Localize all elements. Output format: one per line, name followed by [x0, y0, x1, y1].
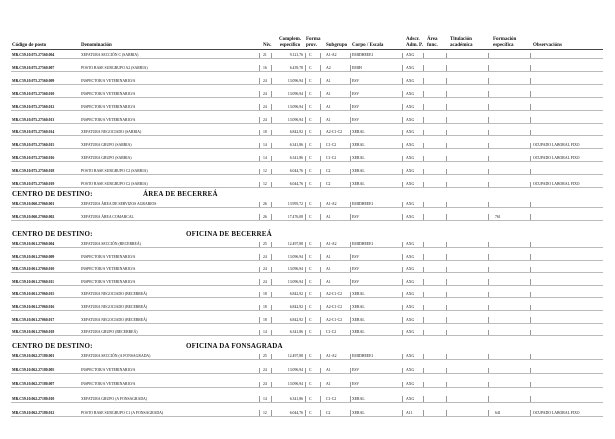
cell-complemento: 13.096,94	[287, 91, 303, 96]
cell-nivel: 14	[263, 143, 267, 148]
cell-complemento: 6.842,92	[289, 292, 303, 297]
cell-complemento: 6.044,76	[289, 169, 303, 174]
cell-denominacion: POSTO BASE SUBGRUPO C2 (SARRIA)	[81, 182, 148, 186]
cell-adscripcion: AXG	[406, 130, 415, 135]
cell-corpo: XERAL	[352, 156, 365, 161]
cell-complemento: 17.476,08	[287, 214, 303, 219]
cell-denominacion: INSPECTOR/A VETERINARIO/A	[81, 279, 136, 284]
cell-forma: C	[309, 91, 312, 96]
header-titulacion: Titulación académica	[450, 37, 473, 48]
cell-adscripcion: AXG	[406, 65, 415, 70]
cell-codigo: MR.C59.10.061.27060.009	[12, 254, 55, 259]
cell-complemento: 13.096,94	[287, 279, 303, 284]
cell-complemento: 13.096,94	[287, 104, 303, 109]
header-observacions: Observacións	[533, 43, 562, 48]
cell-complemento: 13.096,94	[287, 267, 303, 272]
cell-adscripcion: AXG	[406, 242, 415, 246]
cell-nivel: 24	[263, 368, 267, 373]
cell-codigo: MR.C59.10.061.27060.016	[12, 305, 55, 309]
cell-corpo: XERAL	[352, 169, 365, 174]
cell-subgrupo: A1	[326, 382, 331, 387]
table-row	[0, 65, 615, 72]
cell-codigo: MR.C59.10.075.27560.018	[12, 169, 55, 174]
cell-adscripcion: AXG	[406, 182, 415, 186]
table-row	[0, 91, 615, 98]
cell-subgrupo: A1	[326, 104, 331, 109]
cell-codigo: MR.C59.10.062.27180.001	[12, 354, 55, 358]
cell-formacion: 641	[495, 410, 501, 415]
cell-subgrupo: C2	[326, 169, 331, 174]
cell-subgrupo: A1-A2	[326, 242, 337, 246]
cell-complemento: 13.096,94	[287, 382, 303, 387]
table-row	[0, 329, 615, 336]
cell-codigo: MR.C59.10.061.27060.018	[12, 330, 55, 335]
cell-adscripcion: AXG	[406, 214, 415, 219]
cell-complemento: 13.096,94	[287, 78, 303, 83]
cell-denominacion: XEFATURA NEGOCIADO (SARRIA)	[81, 130, 142, 135]
cell-denominacion: XEFATURA SECCIÓN (A FONSAGRADA)	[81, 354, 151, 358]
cell-codigo: MR.C59.10.062.27180.010	[12, 396, 55, 401]
header-area: Área func.	[427, 37, 438, 48]
cell-formacion: 761	[495, 214, 501, 219]
cell-denominacion: XEFATURA ÁREA DE SERVIZOS AGRARIOS	[81, 202, 157, 206]
table-row	[0, 142, 615, 149]
cell-forma: C	[309, 214, 312, 219]
cell-subgrupo: A1	[326, 117, 331, 122]
cell-adscripcion: AXG	[406, 279, 415, 284]
cell-nivel: 12	[263, 169, 267, 174]
cell-nivel: 25	[263, 242, 267, 246]
cell-forma: C	[309, 317, 312, 322]
row-rule	[11, 247, 603, 248]
cell-corpo: ESV	[352, 279, 360, 284]
cell-subgrupo: C1-C2	[326, 330, 337, 335]
cell-forma: C	[309, 182, 312, 186]
table-row	[0, 410, 615, 417]
section-name: OFICINA DA FONSAGRADA	[186, 342, 283, 350]
header-adscr: Adscr. Adm. P.	[406, 37, 423, 48]
cell-forma: C	[309, 354, 312, 358]
cell-subgrupo: A1	[326, 78, 331, 83]
table-row	[0, 353, 615, 360]
cell-complemento: 6.842,92	[289, 305, 303, 309]
cell-nivel: 26	[263, 214, 267, 219]
header-denominacion: Denominación	[81, 43, 112, 48]
cell-denominacion: XEFATURA GRUPO (BECERREÁ)	[81, 330, 138, 335]
cell-denominacion: XEFATURA NEGOCIADO (BECERREÁ)	[81, 305, 148, 309]
cell-complemento: 6.842,92	[289, 317, 303, 322]
section-label: CENTRO DE DESTINO:	[12, 342, 93, 350]
header-rule	[11, 49, 603, 50]
section-name: OFICINA DE BECERREÁ	[186, 230, 272, 238]
table-row	[0, 168, 615, 175]
cell-nivel: 12	[263, 410, 267, 415]
cell-denominacion: XEFATURA SECCIÓN (BECERREÁ)	[81, 242, 141, 246]
cell-adscripcion: AXG	[406, 267, 415, 272]
row-rule	[11, 402, 603, 403]
cell-adscripcion: AXG	[406, 305, 415, 309]
cell-nivel: 25	[263, 354, 267, 358]
cell-complemento: 6.341,86	[289, 396, 303, 401]
cell-forma: C	[309, 330, 312, 335]
cell-complemento: 6.044,76	[289, 182, 303, 186]
cell-codigo: MR.C59.10.062.27180.012	[12, 410, 55, 415]
cell-forma: C	[309, 117, 312, 122]
cell-codigo: MR.C59.10.061.27060.004	[12, 242, 55, 246]
cell-corpo: XERAL	[352, 305, 365, 309]
cell-corpo: ESV	[352, 368, 360, 373]
cell-nivel: 24	[263, 279, 267, 284]
cell-adscripcion: AXG	[406, 368, 415, 373]
cell-observacions: OCUPADO LABORAL FIXO	[533, 143, 580, 148]
cell-denominacion: INSPECTOR/A VETERINARIO/A	[81, 104, 136, 109]
cell-subgrupo: A1	[326, 91, 331, 96]
cell-denominacion: INSPECTOR/A VETERINARIO/A	[81, 254, 136, 259]
table-row	[0, 291, 615, 298]
table-row	[0, 381, 615, 388]
cell-corpo: XERAL	[352, 317, 365, 322]
cell-forma: C	[309, 279, 312, 284]
table-row	[0, 304, 615, 311]
cell-adscripcion: AXG	[406, 104, 415, 109]
row-rule	[11, 110, 603, 111]
cell-nivel: 18	[263, 292, 267, 297]
cell-subgrupo: A1	[326, 368, 331, 373]
cell-nivel: 18	[263, 305, 267, 309]
row-rule	[11, 161, 603, 162]
cell-codigo: MR.C59.10.075.27560.014	[12, 130, 55, 135]
row-rule	[11, 97, 603, 98]
row-rule	[11, 187, 603, 188]
row-rule	[11, 220, 603, 221]
section-heading-oficina-fonsagrada	[12, 342, 283, 350]
cell-denominacion: INSPECTOR/A VETERINARIO/A	[81, 267, 136, 272]
table-row	[0, 181, 615, 188]
cell-complemento: 6.439,78	[289, 65, 303, 70]
cell-denominacion: XEFATURA NEGOCIADO (BECERREÁ)	[81, 292, 148, 297]
cell-complemento: 13.995,72	[287, 202, 303, 206]
cell-forma: C	[309, 156, 312, 161]
cell-subgrupo: A1	[326, 267, 331, 272]
cell-nivel: 21	[263, 53, 267, 57]
row-rule	[11, 310, 603, 311]
cell-corpo: ESV	[352, 267, 360, 272]
section-heading-oficina-becerrea	[12, 230, 272, 238]
table-row	[0, 367, 615, 374]
cell-forma: C	[309, 143, 312, 148]
cell-denominacion: XEFATURA GRUPO (SARRIA)	[81, 156, 132, 161]
cell-adscripcion: AXG	[406, 91, 415, 96]
cell-corpo: XERAL	[352, 182, 365, 186]
cell-adscripcion: AXG	[406, 396, 415, 401]
cell-adscripcion: AXG	[406, 354, 415, 358]
cell-corpo: ESV	[352, 117, 360, 122]
cell-adscripcion: A11	[406, 410, 413, 415]
cell-subgrupo: A1-A2	[326, 53, 337, 57]
header-codigo: Código de posto	[12, 43, 47, 48]
cell-forma: C	[309, 254, 312, 259]
row-rule	[11, 135, 603, 136]
row-rule	[11, 123, 603, 124]
cell-nivel: 16	[263, 65, 267, 70]
cell-complemento: 6.341,86	[289, 156, 303, 161]
cell-corpo: EMIDHEEE1	[352, 53, 374, 57]
cell-codigo: MR.C59.10.075.27560.007	[12, 65, 55, 70]
cell-corpo: ESV	[352, 78, 360, 83]
cell-corpo: XERAL	[352, 130, 365, 135]
cell-adscripcion: AXG	[406, 143, 415, 148]
cell-adscripcion: AXG	[406, 330, 415, 335]
cell-complemento: 12.497,88	[287, 354, 303, 358]
table-row	[0, 317, 615, 324]
cell-denominacion: XEFATURA NEGOCIADO (BECERREÁ)	[81, 317, 148, 322]
cell-codigo: MR.C59.10.060.27060.001	[12, 202, 55, 206]
row-rule	[11, 260, 603, 261]
cell-corpo: EMIDHEEE1	[352, 202, 374, 206]
cell-denominacion: INSPECTOR/A VETERINARIO/A	[81, 78, 136, 83]
cell-nivel: 18	[263, 130, 267, 135]
section-name: ÁREA DE BECERREÁ	[143, 190, 218, 198]
row-rule	[11, 71, 603, 72]
cell-forma: C	[309, 368, 312, 373]
cell-forma: C	[309, 382, 312, 387]
cell-forma: C	[309, 104, 312, 109]
row-rule	[11, 148, 603, 149]
cell-codigo: MR.C59.10.061.27060.017	[12, 317, 55, 322]
cell-adscripcion: AXG	[406, 202, 415, 206]
cell-complemento: 13.096,94	[287, 117, 303, 122]
cell-forma: C	[309, 202, 312, 206]
cell-forma: C	[309, 53, 312, 57]
cell-codigo: MR.C59.10.075.27560.016	[12, 156, 55, 161]
cell-corpo: ESV	[352, 214, 360, 219]
cell-complemento: 6.044,76	[289, 410, 303, 415]
cell-denominacion: XEFATURA ÁREA COMARCAL	[81, 214, 134, 219]
row-rule	[11, 297, 603, 298]
header-nivel: Nív.	[263, 43, 272, 48]
cell-subgrupo: C2	[326, 182, 331, 186]
cell-nivel: 14	[263, 396, 267, 401]
cell-denominacion: INSPECTOR/A VETERINARIO/A	[81, 368, 136, 373]
cell-complemento: 6.341,86	[289, 330, 303, 335]
cell-observacions: OCUPADO LABORAL FIXO	[533, 410, 580, 415]
cell-adscripcion: AXG	[406, 53, 415, 57]
cell-nivel: 24	[263, 78, 267, 83]
cell-subgrupo: C1-C2	[326, 396, 337, 401]
cell-forma: C	[309, 410, 312, 415]
cell-codigo: MR.C59.10.061.27060.015	[12, 292, 55, 297]
cell-adscripcion: AXG	[406, 169, 415, 174]
table-row	[0, 396, 615, 403]
cell-codigo: MR.C59.10.075.27560.010	[12, 91, 55, 96]
cell-corpo: ESV	[352, 91, 360, 96]
cell-adscripcion: AXG	[406, 254, 415, 259]
header-formacion: Formación específica	[493, 37, 517, 48]
cell-codigo: MR.C59.10.075.27560.015	[12, 143, 55, 148]
cell-codigo: MR.C59.10.075.27560.019	[12, 182, 55, 186]
cell-forma: C	[309, 305, 312, 309]
cell-nivel: 24	[263, 267, 267, 272]
cell-codigo: MR.C59.10.075.27560.012	[12, 104, 55, 109]
cell-subgrupo: A1	[326, 214, 331, 219]
cell-adscripcion: AXG	[406, 117, 415, 122]
row-rule	[11, 84, 603, 85]
section-label: CENTRO DE DESTINO:	[12, 190, 93, 198]
cell-codigo: MR.C59.10.061.27060.010	[12, 267, 55, 272]
cell-subgrupo: A1-A2	[326, 354, 337, 358]
cell-adscripcion: AXG	[406, 78, 415, 83]
header-complem: Complem. específico	[278, 37, 302, 48]
table-row	[0, 129, 615, 136]
cell-forma: C	[309, 130, 312, 135]
cell-nivel: 24	[263, 382, 267, 387]
cell-complemento: 13.096,94	[287, 254, 303, 259]
cell-corpo: XERAL	[352, 330, 365, 335]
cell-observacions: OCUPADO LABORAL FIXO	[533, 182, 580, 186]
cell-forma: C	[309, 267, 312, 272]
cell-adscripcion: AXG	[406, 317, 415, 322]
cell-subgrupo: A2-C1-C2	[326, 305, 343, 309]
section-heading-area-becerrea	[12, 190, 218, 198]
cell-subgrupo: C2	[326, 410, 331, 415]
row-rule	[11, 416, 603, 417]
cell-codigo: MR.C59.10.075.27560.013	[12, 117, 55, 122]
row-rule	[11, 335, 603, 336]
cell-subgrupo: A1-A2	[326, 202, 337, 206]
row-rule	[11, 387, 603, 388]
header-corpo: Corpo / Escala	[352, 43, 384, 48]
cell-corpo: XERAL	[352, 396, 365, 401]
cell-subgrupo: C1-C2	[326, 143, 337, 148]
table-row	[0, 241, 615, 248]
cell-nivel: 24	[263, 254, 267, 259]
row-rule	[11, 207, 603, 208]
cell-subgrupo: A2	[326, 65, 331, 70]
cell-corpo: XERAL	[352, 143, 365, 148]
cell-adscripcion: AXG	[406, 382, 415, 387]
cell-forma: C	[309, 169, 312, 174]
cell-codigo: MR.C59.10.075.27560.009	[12, 78, 55, 83]
cell-forma: C	[309, 242, 312, 246]
table-row	[0, 201, 615, 208]
cell-codigo: MR.C59.10.061.27060.011	[12, 279, 55, 284]
cell-codigo: MR.C59.10.075.27560.004	[12, 53, 55, 57]
cell-observacions: OCUPADO LABORAL FIXO	[533, 156, 580, 161]
row-rule	[11, 58, 603, 59]
cell-nivel: 24	[263, 104, 267, 109]
cell-corpo: XERAL	[352, 292, 365, 297]
cell-nivel: 24	[263, 117, 267, 122]
cell-denominacion: XEFATURA SECCIÓN C (SARRIA)	[81, 53, 139, 57]
row-rule	[11, 373, 603, 374]
table-row	[0, 117, 615, 124]
cell-adscripcion: AXG	[406, 292, 415, 297]
cell-denominacion: INSPECTOR/A VETERINARIO/A	[81, 382, 136, 387]
cell-denominacion: POSTO BASE SUBGRUPO C1 (A FONSAGRADA)	[81, 410, 164, 415]
cell-denominacion: XEFATURA GRUPO (A FONSAGRADA)	[81, 396, 148, 401]
cell-forma: C	[309, 396, 312, 401]
cell-nivel: 14	[263, 330, 267, 335]
cell-denominacion: POSTO BASE SUBGRUPO C2 (SARRIA)	[81, 169, 148, 174]
section-label: CENTRO DE DESTINO:	[12, 230, 93, 238]
cell-corpo: ESV	[352, 104, 360, 109]
cell-subgrupo: A2-C1-C2	[326, 292, 343, 297]
table-row	[0, 254, 615, 261]
header-subgrupo: Subgrupo	[326, 43, 348, 48]
row-rule	[11, 323, 603, 324]
cell-denominacion: INSPECTOR/A VETERINARIO/A	[81, 91, 136, 96]
cell-denominacion: POSTO BASE SUBGRUPO A2 (SARRIA)	[81, 65, 148, 70]
cell-subgrupo: A1	[326, 279, 331, 284]
table-row	[0, 78, 615, 85]
cell-nivel: 18	[263, 317, 267, 322]
cell-complemento: 6.842,92	[289, 130, 303, 135]
cell-corpo: ESV	[352, 254, 360, 259]
cell-nivel: 14	[263, 156, 267, 161]
cell-complemento: 9.121,76	[289, 53, 303, 57]
table-row	[0, 279, 615, 286]
cell-forma: C	[309, 292, 312, 297]
cell-subgrupo: A2-C1-C2	[326, 130, 343, 135]
cell-subgrupo: C1-C2	[326, 156, 337, 161]
cell-codigo: MR.C59.10.060.27060.002	[12, 214, 55, 219]
cell-corpo: XERAL	[352, 410, 365, 415]
cell-adscripcion: AXG	[406, 156, 415, 161]
row-rule	[11, 272, 603, 273]
cell-corpo: ESV	[352, 382, 360, 387]
cell-codigo: MR.C59.10.062.27180.007	[12, 382, 55, 387]
row-rule	[11, 359, 603, 360]
table-row	[0, 214, 615, 221]
cell-subgrupo: A1	[326, 254, 331, 259]
cell-nivel: 12	[263, 182, 267, 186]
cell-corpo: EMIH	[352, 65, 362, 70]
table-row	[0, 104, 615, 111]
table-row	[0, 155, 615, 162]
row-rule	[11, 285, 603, 286]
cell-codigo: MR.C59.10.062.27180.005	[12, 368, 55, 373]
cell-denominacion: XEFATURA GRUPO (SARRIA)	[81, 143, 132, 148]
cell-forma: C	[309, 65, 312, 70]
table-row	[0, 52, 615, 59]
cell-corpo: EMIDHEEE1	[352, 354, 374, 358]
cell-subgrupo: A2-C1-C2	[326, 317, 343, 322]
cell-nivel: 26	[263, 202, 267, 206]
cell-complemento: 6.341,86	[289, 143, 303, 148]
cell-complemento: 13.096,94	[287, 368, 303, 373]
header-forma: Forma prov.	[306, 37, 321, 48]
cell-forma: C	[309, 78, 312, 83]
cell-complemento: 12.497,88	[287, 242, 303, 246]
cell-corpo: EMIDHEEE1	[352, 242, 374, 246]
table-row	[0, 266, 615, 273]
row-rule	[11, 174, 603, 175]
cell-nivel: 24	[263, 91, 267, 96]
cell-denominacion: INSPECTOR/A VETERINARIO/A	[81, 117, 136, 122]
